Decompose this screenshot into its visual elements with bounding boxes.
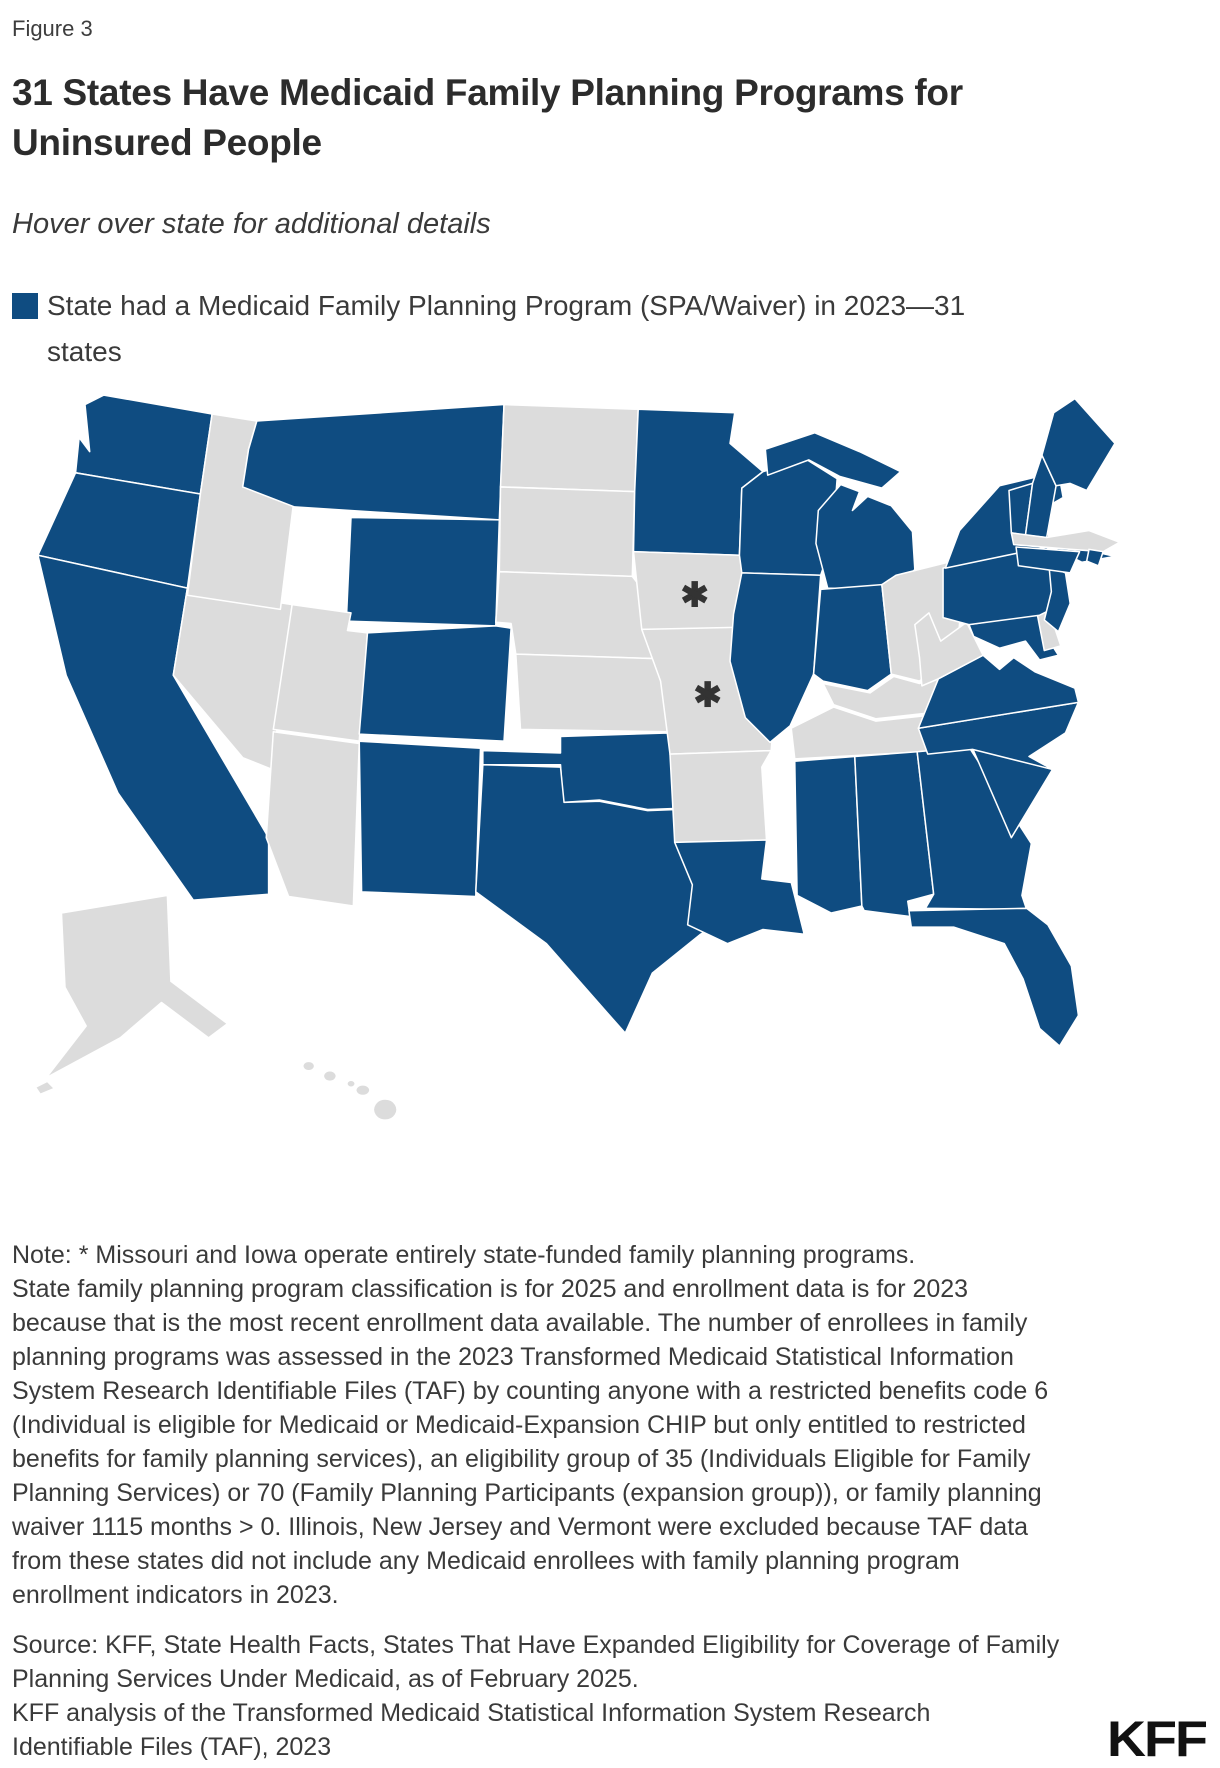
state-me[interactable] [1042,399,1115,491]
legend-swatch-blue [12,293,38,319]
state-co[interactable] [359,626,511,741]
state-ks[interactable] [516,654,668,732]
legend-label: State had a Medicaid Family Planning Program (SPA/Waiver) in 2023—31 states [47,290,966,367]
text-line: Identifiable Files (TAF), 2023 [12,1733,332,1762]
us-choropleth-svg [12,381,1142,1146]
state-mt[interactable] [243,405,504,520]
text-line: Note: * Missouri and Iowa operate entirely state-funded family planning programs. [12,1241,916,1270]
text-line: Planning Services) or 70 (Family Planning Participants (expansion group)), or family planning [12,1479,1042,1508]
legend [12,283,1208,375]
state-ar[interactable] [670,751,771,843]
text-line: enrollment indicators in 2023. [12,1581,339,1610]
kff-logo: KFF [1107,1711,1206,1768]
text-line: System Research Identifiable Files (TAF) by counting anyone with a restricted benefits code 6 [12,1377,1049,1406]
subtitle-hover-hint: Hover over state for additional details [12,208,491,240]
state-in[interactable] [814,585,892,691]
us-map [12,381,1208,1146]
state-wy[interactable] [346,518,499,626]
text-line: KFF analysis of the Transformed Medicaid Statistical Information System Research [12,1699,931,1728]
state-hi[interactable] [303,1061,397,1120]
state-ne[interactable] [496,572,660,659]
text-line: waiver 1115 months > 0. Illinois, New Jersey and Vermont were excluded because TAF data [12,1513,1029,1542]
state-ms[interactable] [795,756,862,913]
state-la[interactable] [675,840,804,944]
text-line: from these states did not include any Medicaid enrollees with family planning program [12,1547,960,1576]
text-line: Planning Services Under Medicaid, as of February 2025. [12,1665,639,1694]
state-sd[interactable] [499,487,634,576]
state-az[interactable] [266,732,359,906]
state-ri[interactable] [1087,549,1103,565]
page-title: 31 States Have Medicaid Family Planning Programs for Uninsured People [12,72,963,163]
state-nm[interactable] [359,741,480,896]
text-line: State family planning program classification is for 2025 and enrollment data is for 2023 [12,1275,969,1304]
source-text [12,1628,1062,1764]
text-line: (Individual is eligible for Medicaid or Medicaid-Expansion CHIP but only entitled to restricted [12,1411,1026,1440]
text-line: Source: KFF, State Health Facts, States That Have Expanded Eligibility for Coverage of Family [12,1631,1060,1660]
state-ak[interactable] [36,895,228,1094]
text-line: because that is the most recent enrollment data available. The number of enrollees in family [12,1309,1028,1338]
figure-label: Figure 3 [12,16,93,41]
text-line: benefits for family planning services), an eligibility group of 35 (Individuals Eligible for Family [12,1445,1031,1474]
text-line: planning programs was assessed in the 2023 Transformed Medicaid Statistical Information [12,1343,1014,1372]
note-text [12,1238,1208,1612]
state-nd[interactable] [500,405,638,492]
footer [12,1628,1208,1768]
state-fl[interactable] [909,908,1078,1046]
